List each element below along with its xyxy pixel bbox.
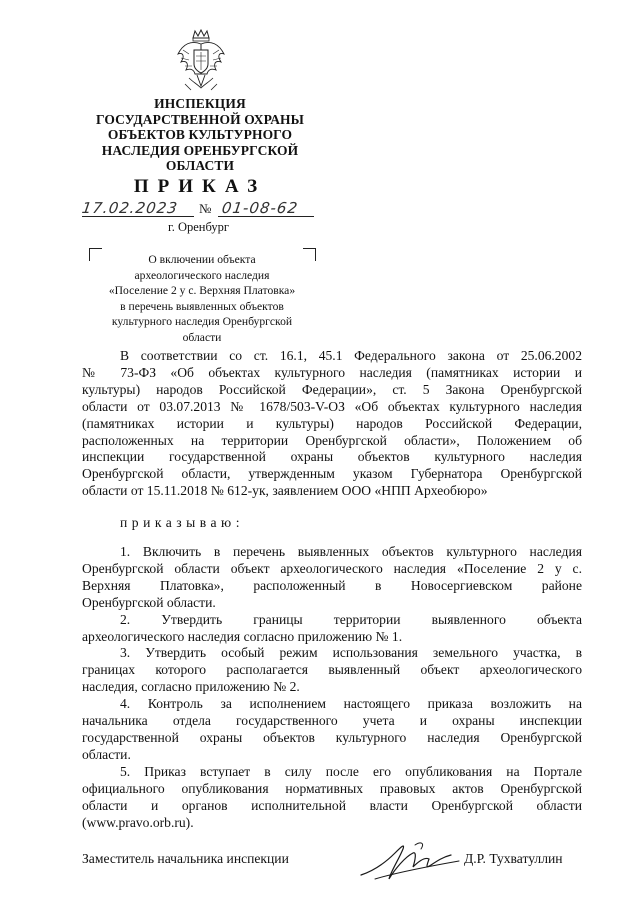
signatory-title: Заместитель начальника инспекции bbox=[82, 851, 289, 866]
item-line: области. bbox=[82, 746, 131, 762]
item-line: 4. Контроль за исполнением настоящего приказа возложить на bbox=[120, 696, 582, 712]
item-line: 5. Приказ вступает в силу после его опубликования на Портале bbox=[120, 763, 582, 779]
org-line: ГОСУДАРСТВЕННОЙ ОХРАНЫ bbox=[95, 111, 305, 127]
organization-name bbox=[60, 96, 340, 174]
item-line: наследия, согласно приложению № 2. bbox=[82, 679, 300, 695]
item-line: государственной охраны объектов культурного наследия Оренбургской bbox=[82, 729, 582, 745]
preamble-line: области от 03.07.2013 № 1678/503-V-ОЗ «Об объектах культурного наследия bbox=[82, 398, 582, 414]
subject-line: «Поселение 2 у с. Верхняя Платовка» bbox=[108, 284, 296, 298]
org-line: НАСЛЕДИЯ ОРЕНБУРГСКОЙ bbox=[101, 142, 299, 158]
org-line: ОБЪЕКТОВ КУЛЬТУРНОГО bbox=[107, 127, 293, 142]
coat-of-arms-icon bbox=[175, 28, 227, 94]
signatory-name: Д.Р. Тухватуллин bbox=[464, 851, 563, 866]
item-line: Оренбургской области. bbox=[82, 594, 216, 610]
preamble-line: № 73-ФЗ «Об объектах культурного наследия (памятниках истории и bbox=[82, 364, 582, 380]
preamble-line: (памятниках истории и культуры) народов Российской Федерации, bbox=[82, 415, 582, 431]
item-line: 2. Утвердить границы территории выявленного объекта bbox=[120, 611, 582, 627]
subject-line: культурного наследия Оренбургской bbox=[111, 315, 293, 329]
number-underline bbox=[218, 216, 314, 217]
item-line: археологического наследия согласно приложению № 1. bbox=[82, 628, 403, 644]
number-sign: № bbox=[199, 201, 212, 216]
preamble bbox=[82, 348, 582, 500]
subject-line: О включении объекта bbox=[148, 253, 256, 266]
item-line: официального опубликования нормативных правовых актов Оренбургской bbox=[82, 780, 582, 796]
preamble-line: инспекции государственной охраны объектов культурного наследия bbox=[82, 449, 582, 465]
preamble-line: расположенных на территории Оренбургской области», Положением об bbox=[82, 432, 582, 448]
org-line: ИНСПЕКЦИЯ bbox=[154, 96, 246, 111]
item-line: начальника отдела государственного учета и охраны инспекции bbox=[82, 713, 582, 729]
item-line: Верхняя Платовка», расположенный в Новосергиевском районе bbox=[82, 577, 582, 593]
preamble-line: Оренбургской области, утвержденным указом Губернатора Оренбургской bbox=[82, 466, 582, 482]
item-line: области и органов исполнительной власти Оренбургской области bbox=[82, 797, 582, 813]
subject-line: области bbox=[182, 330, 222, 344]
item-line: Оренбургской области объект археологического наследия «Поселение 2 у с. bbox=[82, 560, 582, 576]
subject-line: археологического наследия bbox=[134, 268, 270, 282]
item-line: 1. Включить в перечень выявленных объектов культурного наследия bbox=[120, 544, 582, 559]
date-underline bbox=[82, 216, 194, 217]
order-number: 01-08-62 bbox=[220, 199, 300, 217]
item-line: 3. Утвердить особый режим использования земельного участка, в bbox=[120, 645, 582, 661]
order-word: приказываю: bbox=[120, 515, 244, 530]
order-items bbox=[82, 544, 582, 831]
order-date: 17.02.2023 bbox=[80, 199, 180, 217]
signature-icon bbox=[355, 835, 465, 887]
order-subject bbox=[82, 252, 322, 346]
preamble-line: области от 15.11.2018 № 612-ук, заявлением ООО «НПП Археобюро» bbox=[82, 483, 488, 499]
city: г. Оренбург bbox=[168, 220, 229, 234]
document-type: ПРИКАЗ bbox=[133, 176, 267, 197]
org-line: ОБЛАСТИ bbox=[165, 158, 235, 173]
preamble-line: культуры) народов Российской Федерации», ст. 5 Закона Оренбургской bbox=[82, 381, 582, 397]
item-line: границах которого располагается выявленный объект археологического bbox=[82, 662, 582, 678]
subject-line: в перечень выявленных объектов bbox=[120, 299, 284, 313]
item-line: (www.pravo.orb.ru). bbox=[82, 814, 194, 830]
preamble-line: В соответствии со ст. 16.1, 45.1 Федерального закона от 25.06.2002 bbox=[120, 348, 582, 363]
